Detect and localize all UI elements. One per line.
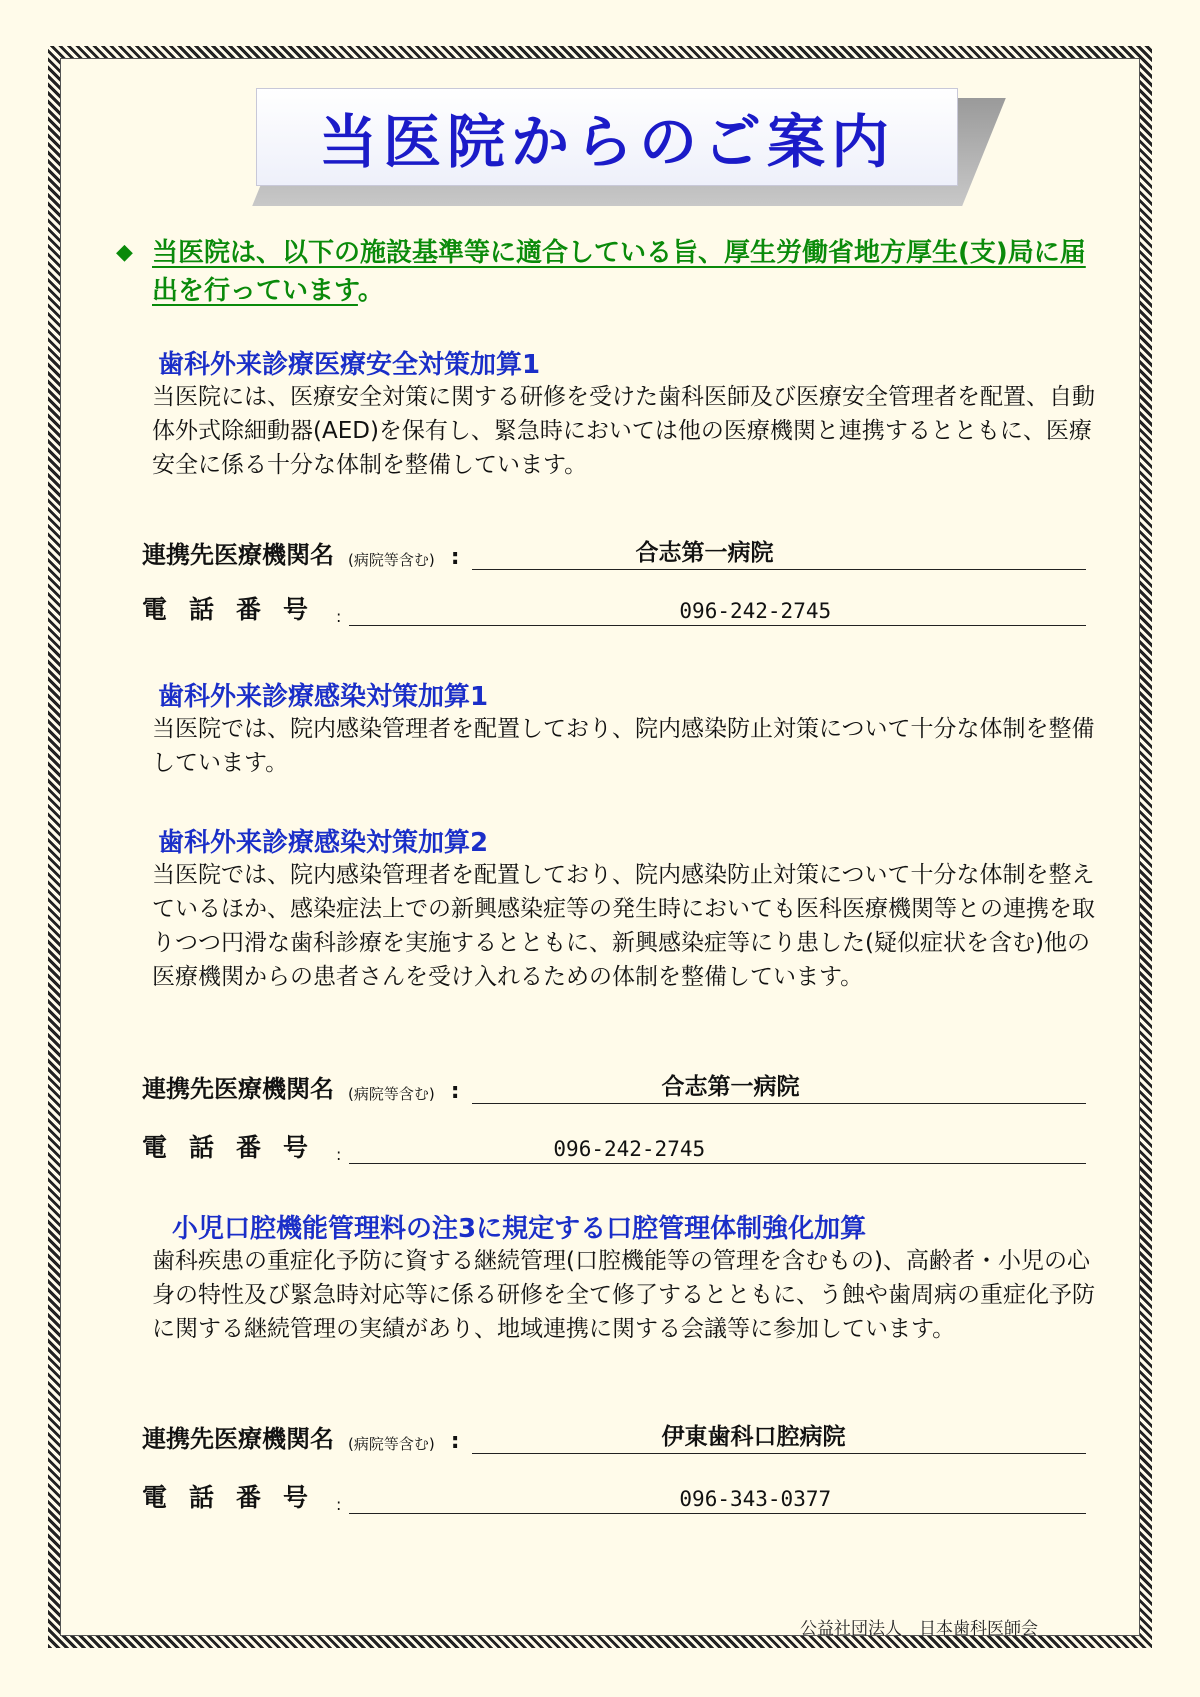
facility-line — [472, 1069, 1086, 1104]
phone-line — [349, 591, 1086, 626]
phone-value: 096-242-2745 — [553, 1137, 706, 1161]
facility-value: 合志第一病院 — [661, 1074, 800, 1100]
colon: : — [336, 1495, 342, 1514]
phone-line — [349, 1129, 1086, 1164]
facility-row — [142, 1420, 1086, 1454]
facility-value: 伊東歯科口腔病院 — [661, 1424, 846, 1450]
notice-text: 当医院は、以下の施設基準等に適合している旨、厚生労働省地方厚生(支)局に届出を行っています — [152, 238, 1086, 306]
diamond-bullet-icon: ◆ — [116, 240, 133, 265]
phone-value: 096-343-0377 — [679, 1487, 832, 1511]
phone-value: 096-242-2745 — [679, 599, 832, 623]
colon: : — [336, 1145, 342, 1164]
colon: : — [450, 545, 460, 570]
facility-note: (病院等含む) — [348, 1085, 435, 1103]
page-title: 当医院からのご案内 — [256, 88, 958, 186]
phone-label: 電話番号 — [142, 595, 331, 624]
notice-text-wrap — [152, 234, 1096, 310]
notice-end: 。 — [357, 276, 384, 306]
phone-row — [142, 1130, 1086, 1164]
phone-label: 電話番号 — [142, 1133, 331, 1162]
facility-row — [142, 536, 1086, 570]
facility-line — [472, 535, 1086, 570]
phone-row — [142, 592, 1086, 626]
section-title: 歯科外来診療感染対策加算2 — [158, 828, 489, 858]
colon: : — [450, 1429, 460, 1454]
facility-note: (病院等含む) — [348, 551, 435, 569]
facility-row — [142, 1070, 1086, 1104]
facility-label: 連携先医療機関名 — [142, 1425, 334, 1453]
phone-label: 電話番号 — [142, 1483, 331, 1512]
section-body: 当医院には、医療安全対策に関する研修を受けた歯科医師及び医療安全管理者を配置、自動体外式除細動器(AED)を保有し、緊急時においては他の医療機関と連携するとともに、医療安全に係る十分な体制を整備しています。 — [152, 384, 1095, 478]
phone-row — [142, 1480, 1086, 1514]
facility-value: 合志第一病院 — [635, 540, 774, 566]
section-title: 歯科外来診療医療安全対策加算1 — [158, 350, 541, 380]
colon: : — [450, 1079, 460, 1104]
phone-line — [349, 1479, 1086, 1514]
facility-label: 連携先医療機関名 — [142, 541, 334, 569]
section-body: 当医院では、院内感染管理者を配置しており、院内感染防止対策について十分な体制を整えているほか、感染症法上での新興感染症等の発生時においても医科医療機関等との連携を取りつつ円滑な歯科診療を実施するとともに、新興感染症等にり患した(疑似症状を含む)他の医療機関からの患者さんを受け入れるための体制を整備しています。 — [152, 862, 1095, 990]
colon: : — [336, 607, 342, 626]
footer-org: 公益社団法人 日本歯科医師会 — [800, 1619, 1038, 1639]
notice — [116, 234, 1096, 310]
section-title: 小児口腔機能管理料の注3に規定する口腔管理体制強化加算 — [172, 1214, 867, 1244]
section-body: 歯科疾患の重症化予防に資する継続管理(口腔機能等の管理を含むもの)、高齢者・小児の心身の特性及び緊急時対応等に係る研修を全て修了するとともに、う蝕や歯周病の重症化予防に関する継続管理の実績があり、地域連携に関する会議等に参加しています。 — [152, 1248, 1095, 1342]
section-body: 当医院では、院内感染管理者を配置しており、院内感染防止対策について十分な体制を整備しています。 — [152, 716, 1095, 776]
facility-line — [472, 1419, 1086, 1454]
section-title: 歯科外来診療感染対策加算1 — [158, 682, 489, 712]
facility-label: 連携先医療機関名 — [142, 1075, 334, 1103]
facility-note: (病院等含む) — [348, 1435, 435, 1453]
